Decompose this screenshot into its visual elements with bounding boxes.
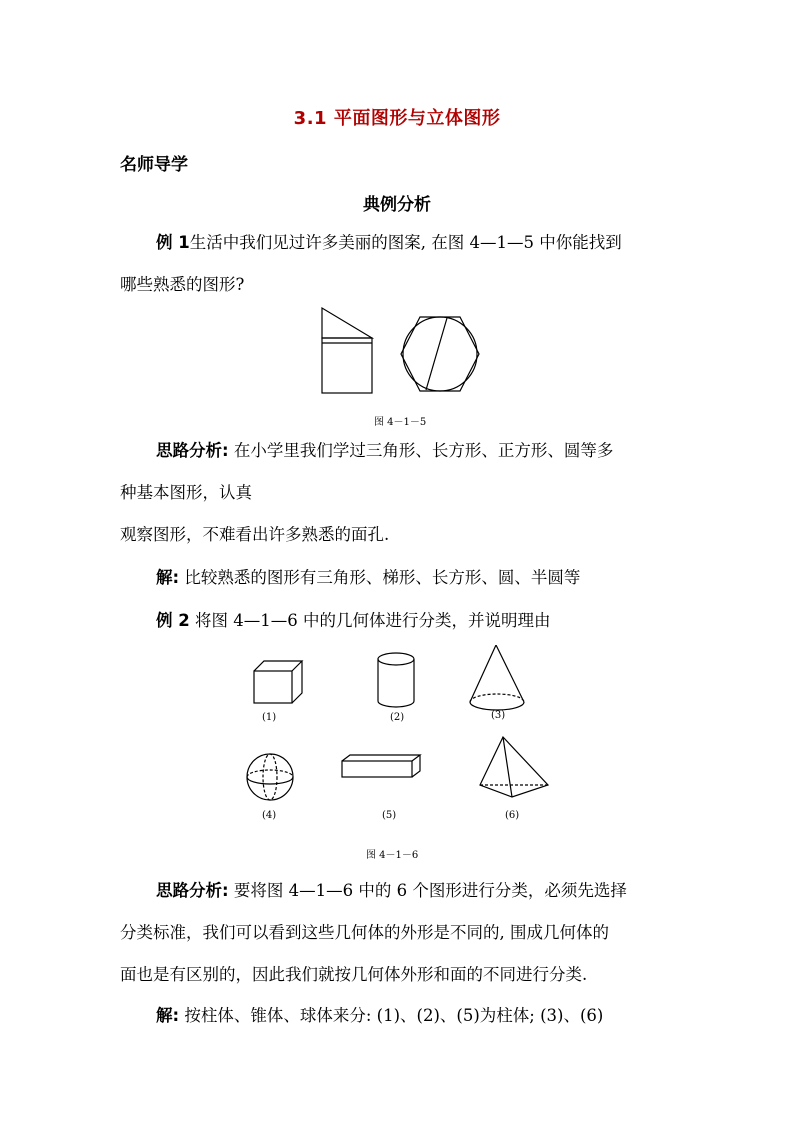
cylinder-shape <box>378 653 414 707</box>
figure-4-1-5 <box>315 305 485 397</box>
figure-4-1-6-caption: 图 4－1－6 <box>366 850 419 861</box>
solution2-text: 按柱体、锥体、球体来分: (1)、(2)、(5)为柱体; (3)、(6) <box>184 1006 604 1025</box>
pyramid-shape <box>480 737 548 797</box>
shape-label-4: (4) <box>262 810 277 821</box>
analysis1-label: 思路分析: <box>156 441 229 460</box>
example1-label: 例 1 <box>156 233 190 252</box>
analysis2-paragraph <box>120 870 680 996</box>
example1-paragraph <box>120 222 680 306</box>
analysis1-line2: 种基本图形，认真 <box>120 483 252 502</box>
analysis1-line1: 在小学里我们学过三角形、长方形、正方形、圆等多 <box>233 441 614 460</box>
triangle-shape <box>322 308 372 338</box>
analysis2-line3: 面也是有区别的，因此我们就按几何体外形和面的不同进行分类. <box>120 965 588 984</box>
shape-label-2: (2) <box>390 712 405 723</box>
solution1-text: 比较熟悉的图形有三角形、梯形、长方形、圆、半圆等 <box>184 568 581 587</box>
shape-label-1: (1) <box>262 712 277 723</box>
solution2-paragraph <box>120 995 680 1037</box>
figure-4-1-5-caption: 图 4－1－5 <box>374 417 427 428</box>
rectangle-shape <box>322 338 372 393</box>
section-label: 名师导学 <box>120 155 188 175</box>
shape-label-3: (3) <box>491 710 506 721</box>
example1-text-line1: 生活中我们见过许多美丽的图案, 在图 4—1—5 中你能找到 <box>189 233 622 252</box>
analysis1-line3: 观察图形，不难看出许多熟悉的面孔. <box>120 525 390 544</box>
solution2-label: 解: <box>156 1006 180 1025</box>
shape-label-5: (5) <box>382 810 397 821</box>
analysis2-line1: 要将图 4—1—6 中的 6 个图形进行分类，必须先选择 <box>233 881 627 900</box>
sphere-shape <box>247 754 293 800</box>
shape-label-6: (6) <box>505 810 520 821</box>
analysis1-paragraph <box>120 430 680 556</box>
analysis2-label: 思路分析: <box>156 881 229 900</box>
cone-shape <box>470 645 524 710</box>
circle-shape <box>403 317 477 391</box>
solution1-paragraph <box>120 557 680 599</box>
prism-shape <box>342 755 420 777</box>
hexagon-shape <box>401 317 479 391</box>
example2-label: 例 2 <box>156 611 190 630</box>
subsection-title: 典例分析 <box>363 195 431 215</box>
example1-text-line2: 哪些熟悉的图形? <box>120 275 245 294</box>
page-title: 3.1 平面图形与立体图形 <box>293 108 501 129</box>
example2-paragraph <box>120 600 680 642</box>
solution1-label: 解: <box>156 568 180 587</box>
example2-text: 将图 4—1—6 中的几何体进行分类，并说明理由 <box>194 611 551 630</box>
cube-shape <box>254 661 302 703</box>
figure-4-1-6 <box>240 645 560 835</box>
analysis2-line2: 分类标准，我们可以看到这些几何体的外形是不同的, 围成几何体的 <box>120 923 609 942</box>
